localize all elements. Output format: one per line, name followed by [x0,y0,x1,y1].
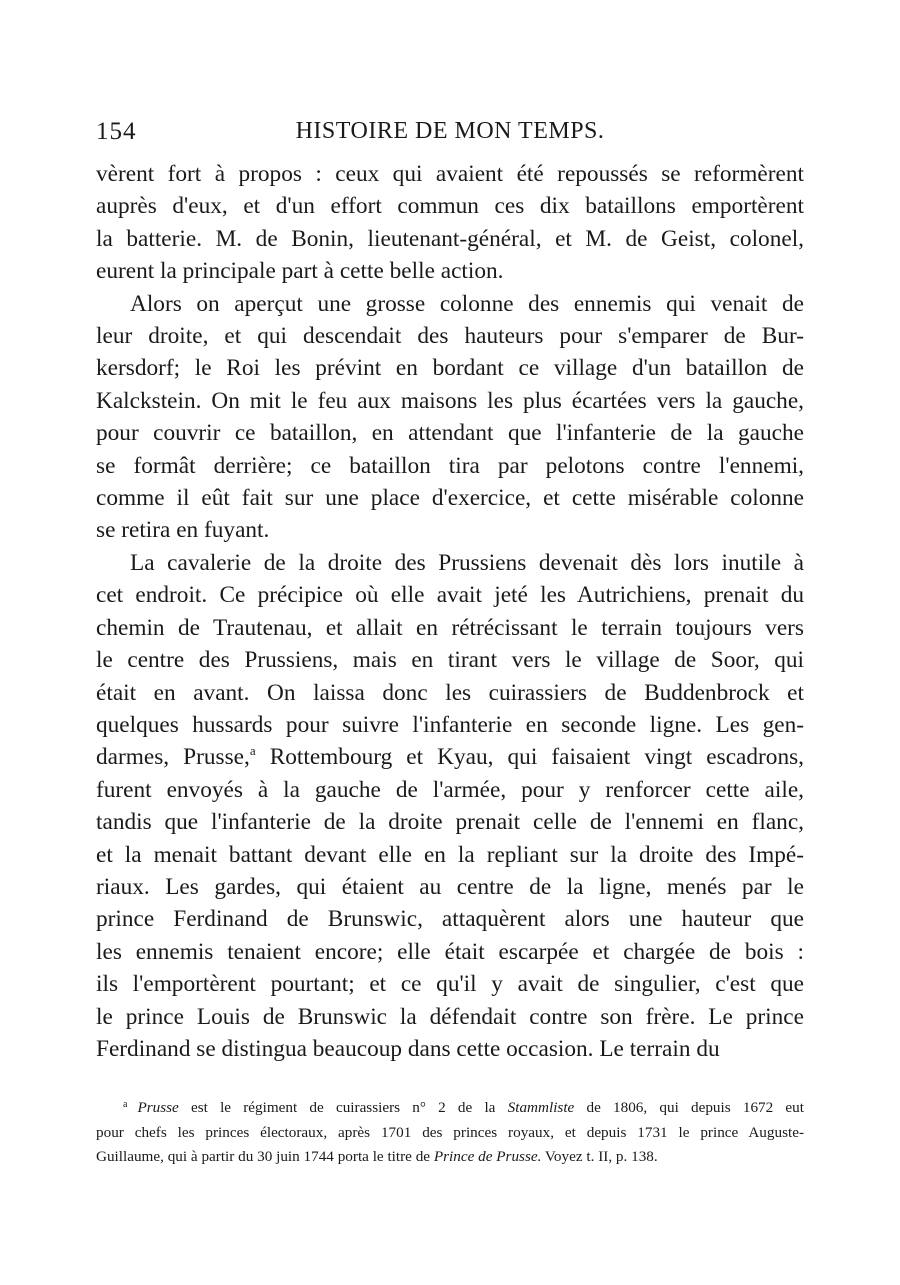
text-line: le centre des Prussiens, mais en tirant vers le village de Soor, qui [96,647,804,674]
text-line: se retira en fuyant. [96,517,270,544]
text-line: les ennemis tenaient encore; elle était escarpée et chargée de bois : [96,938,804,965]
text-line: cet endroit. Ce précipice où elle avait jeté les Autrichiens, prenait du [96,582,804,609]
text-line: riaux. Les gardes, qui étaient au centre de la ligne, menés par le [96,873,804,900]
book-page [96,118,804,1165]
text-line: Kalckstein. On mit le feu aux maisons les plus écartées vers la gauche, [96,387,804,414]
footnote-reference[interactable]: a [249,743,256,759]
text-line: ils l'emportèrent pourtant; et ce qu'il y avait de singulier, c'est que [96,971,804,998]
footnote [96,1096,804,1170]
text-line: chemin de Trautenau, et allait en rétrécissant le terrain toujours vers [96,614,804,641]
text-line: Ferdinand se distingua beaucoup dans cette occasion. Le terrain du [96,1035,720,1062]
text-line: pour couvrir ce bataillon, en attendant que l'infanterie de la gauche [96,420,804,447]
text-line: prince Ferdinand de Brunswic, attaquèrent alors une hauteur que [96,906,804,933]
page-number: 154 [96,118,137,145]
text-line: comme il eût fait sur une place d'exercice, et cette misérable colonne [96,485,804,512]
text-line: la batterie. M. de Bonin, lieutenant-général, et M. de Geist, colonel, [96,225,804,252]
text-line: darmes, Prusse,$^a$ Rottembourg et Kyau, qui faisaient vingt escadrons, [96,743,804,771]
text-line: furent envoyés à la gauche de l'armée, pour y renforcer cette aile, [96,776,804,803]
footnote-line: $^a$ Prusse est le régiment de cuirassiers n° 2 de la Stammliste de 1806, qui depuis 1672 eut [123,1099,804,1116]
paragraph [96,158,804,288]
text-line: auprès d'eux, et d'un effort commun ces dix bataillons emportèrent [96,193,804,220]
text-line: et la menait battant devant elle en la repliant sur la droite des Impé- [96,841,804,868]
text-line: Alors on aperçut une grosse colonne des ennemis qui venait de [130,290,804,317]
footnote-line: pour chefs les princes électoraux, après 1701 des princes royaux, et depuis 1731 le prince Auguste- [96,1123,804,1141]
text-line: tandis que l'infanterie de la droite prenait celle de l'ennemi en flanc, [96,809,804,836]
text-line: se formât derrière; ce bataillon tira par pelotons contre l'ennemi, [96,452,804,479]
running-title: HISTOIRE DE MON TEMPS. [295,118,605,144]
page-header [96,118,804,158]
text-line: le prince Louis de Brunswic la défendait contre son frère. Le prince [96,1003,804,1030]
text-line: était en avant. On laissa donc les cuirassiers de Buddenbrock et [96,679,804,706]
text-line: vèrent fort à propos : ceux qui avaient été repoussés se reformèrent [96,161,804,187]
footnote-line: Guillaume, qui à partir du 30 juin 1744 porta le titre de Prince de Prusse. Voyez t. II, p. 138. [96,1148,658,1165]
paragraph [96,288,804,547]
body-text [96,158,804,1065]
footnote-marker: a [123,1099,128,1110]
text-line: kersdorf; le Roi les prévint en bordant ce village d'un bataillon de [96,355,804,382]
text-line: leur droite, et qui descendait des hauteurs pour s'emparer de Bur- [96,323,804,350]
paragraph [96,547,804,1066]
text-line: eurent la principale part à cette belle action. [96,258,504,285]
text-line: quelques hussards pour suivre l'infanterie en seconde ligne. Les gen- [96,711,804,738]
text-line: La cavalerie de la droite des Prussiens devenait dès lors inutile à [130,549,804,576]
